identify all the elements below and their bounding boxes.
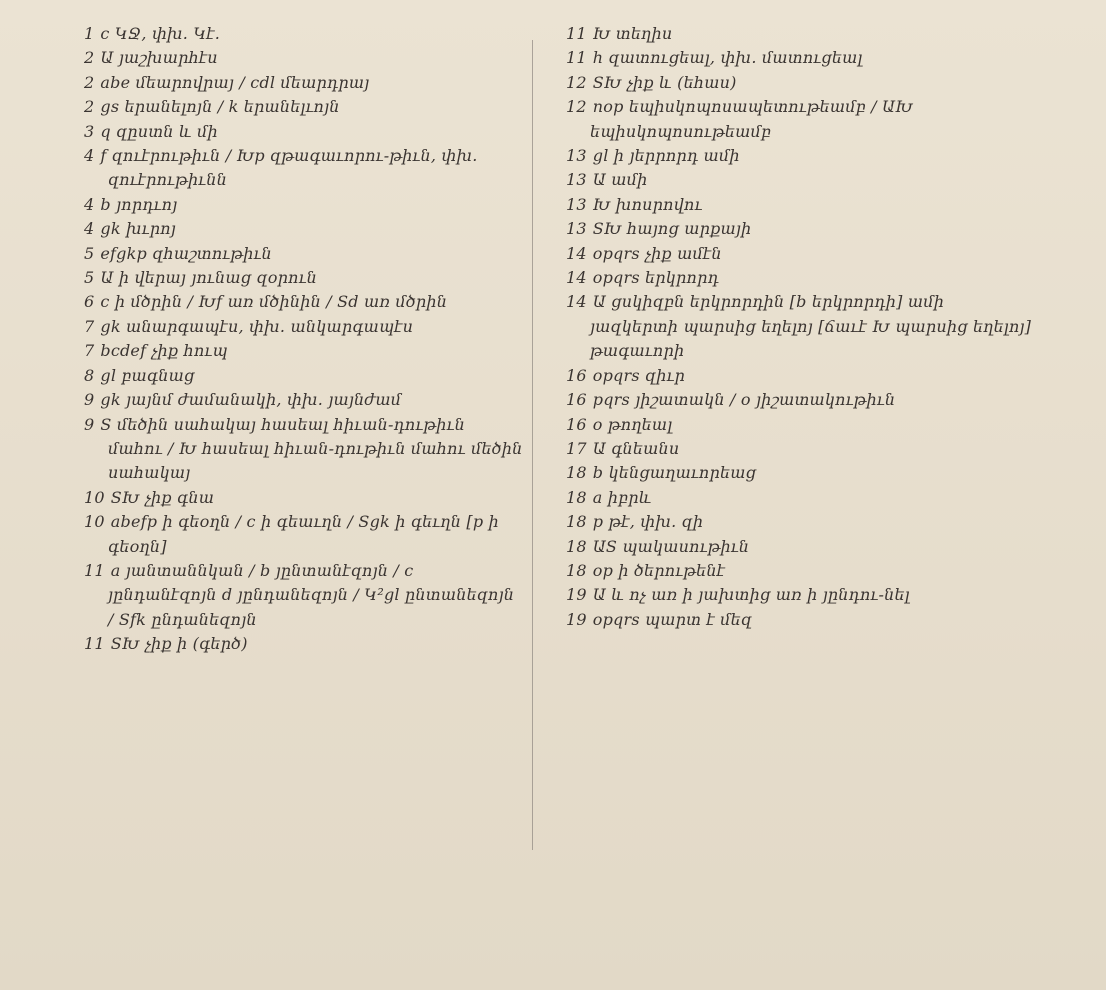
variant-reading: b յորդւոյ [100,194,178,214]
line-number: 4 [84,146,95,166]
variant-reading: Ա ցսկիզբն երկրորդին [b երկրորդի] ամի յազկերտի պարսից եղելոյ [ճաւէ Խ պարսից եղելոյ] թագաւորի [590,292,1032,361]
apparatus-entry [566,364,1036,388]
apparatus-entry [566,461,1036,485]
apparatus-entry [566,583,1036,607]
line-number: 7 [84,341,95,361]
line-number: 2 [84,97,95,117]
variant-reading: f զուէրութիւն / Խp զթագաւորու-թիւն, փխ. զուէրութիւնն [100,146,478,190]
variant-reading: S մեծին սահակայ հասեալ հիւան-դութիւն մահու / Խ հասեալ հիւան-դութիւն մահու մեծին սահակայ [100,414,523,483]
variant-reading: o թողեալ [592,414,673,434]
line-number: 18 [566,487,587,507]
apparatus-entry [84,388,524,412]
apparatus-entry [566,535,1036,559]
right-column [566,22,1036,632]
variant-reading: h զատուցեալ, փխ. մատուցեալ [592,48,863,68]
apparatus-entry [84,22,524,46]
line-number: 10 [84,487,105,507]
apparatus-entry [566,486,1036,510]
line-number: 1 [84,24,95,43]
line-number: 18 [566,512,587,532]
apparatus-entry [566,22,1036,46]
apparatus-entry [84,144,524,193]
line-number: 14 [566,268,587,288]
variant-reading: pqrs յիշատակն / o յիշատակութիւն [592,390,896,410]
variant-reading: gk խւրոյ [100,219,176,239]
line-number: 13 [566,146,587,166]
apparatus-entry [566,242,1036,266]
variant-reading: p թէ, փխ. զի [592,512,704,532]
variant-reading: Խ խոսրովու [592,194,703,214]
line-number: 7 [84,316,95,336]
line-number: 13 [566,194,587,214]
variant-reading: ԱS պակասութիւն [592,536,750,556]
line-number: 5 [84,243,95,263]
line-number: 11 [566,24,587,43]
line-number: 6 [84,292,95,312]
line-number: 2 [84,72,95,92]
variant-reading: b կենցաղաւորեաց [592,463,757,483]
line-number: 16 [566,365,587,385]
variant-reading: Ա ի վերայ յունաց զօրուն [100,268,318,288]
variant-reading: opqrs զիւր [592,365,686,385]
line-number: 11 [84,560,105,580]
left-column [84,22,524,657]
apparatus-entry [84,632,524,656]
variant-reading: Ա գնեանս [592,438,680,458]
variant-reading: a յանտաննկան / b յընտանէզոյն / c յընդանէզոյն d յընդանեզոյն / Կ²gl ընտանեզոյն / Sfk ընդանեզոյն [108,560,515,629]
apparatus-entry [84,193,524,217]
line-number: 5 [84,268,95,288]
variant-reading: opqrs չիք ամէն [592,243,722,263]
apparatus-entry [566,437,1036,461]
apparatus-entry [84,120,524,144]
apparatus-entry [566,71,1036,95]
variant-reading: Խ տեղիս [592,24,673,43]
apparatus-entry [84,486,524,510]
apparatus-entry [566,217,1036,241]
apparatus-entry [566,95,1036,144]
variant-reading: SԽ չիք և (եհաս) [592,72,737,92]
variant-reading: gk անարգապէս, փխ. անկարգապէս [100,316,414,336]
variant-reading: opqrs պարտ է մեզ [592,609,753,629]
apparatus-entry [566,388,1036,412]
apparatus-entry [566,46,1036,70]
line-number: 9 [84,390,95,410]
line-number: 13 [566,219,587,239]
line-number: 16 [566,390,587,410]
variant-reading: Ա ամի [592,170,648,190]
line-number: 13 [566,170,587,190]
apparatus-entry [84,290,524,314]
variant-reading: abefp ի գեօղն / c ի գեաւղն / Sgk ի գեւղն [p ի գեօղն] [108,512,499,556]
line-number: 19 [566,609,587,629]
variant-reading: a իբրև [592,487,652,507]
variant-reading: gs երանելոյն / k երանելւոյն [100,97,340,117]
variant-reading: opqrs երկրորդ [592,268,719,288]
apparatus-entry [84,339,524,363]
line-number: 16 [566,414,587,434]
apparatus-entry [566,144,1036,168]
line-number: 18 [566,560,587,580]
apparatus-entry [566,608,1036,632]
variant-reading: q զըստն և մի [100,121,218,141]
line-number: 8 [84,365,95,385]
apparatus-entry [84,46,524,70]
apparatus-entry [84,510,524,559]
column-divider [532,40,533,850]
variant-reading: efgkp զհաշտութիւն [100,243,272,263]
variant-reading: gl ի յերրորդ ամի [592,146,740,166]
line-number: 3 [84,121,95,141]
variant-reading: c ի մծրին / Խf առ մծինին / Sd առ մծրին [100,292,448,312]
line-number: 10 [84,512,105,532]
apparatus-entry [566,193,1036,217]
apparatus-entry [566,413,1036,437]
line-number: 17 [566,438,587,458]
apparatus-entry [84,217,524,241]
line-number: 11 [84,634,105,654]
variant-reading: gk յայնմ ժամանակի, փխ. յայնժամ [100,390,402,410]
line-number: 11 [566,48,587,68]
variant-reading: bcdef չիք հուպ [100,341,228,361]
apparatus-entry [84,71,524,95]
variant-reading: Ա և ոչ առ ի յախտից առ ի յընդու-նել [592,585,910,605]
apparatus-entry [566,510,1036,534]
variant-reading: op ի ծերութենէ [592,560,726,580]
apparatus-entry [566,290,1036,363]
variant-reading: nop եպիսկոպոսապետութեամբ / ԱԽ եպիսկոպոսութեամբ [590,97,913,141]
line-number: 4 [84,194,95,214]
line-number: 12 [566,72,587,92]
variant-reading: Ա յաշխարհէս [100,48,218,68]
variant-reading: gl բագնաց [100,365,195,385]
line-number: 14 [566,292,587,312]
apparatus-entry [84,413,524,486]
apparatus-entry [84,364,524,388]
apparatus-entry [566,168,1036,192]
variant-reading: abe մեարովրայ / cdl մեարդրայ [100,72,370,92]
apparatus-entry [84,315,524,339]
apparatus-entry [84,266,524,290]
variant-reading: SԽ չիք ի (գերծ) [110,634,248,654]
apparatus-entry [84,95,524,119]
line-number: 14 [566,243,587,263]
line-number: 12 [566,97,587,117]
line-number: 19 [566,585,587,605]
line-number: 18 [566,536,587,556]
apparatus-entry [566,559,1036,583]
variant-reading: SԽ հայոց արքայի [592,219,752,239]
line-number: 9 [84,414,95,434]
line-number: 4 [84,219,95,239]
line-number: 2 [84,48,95,68]
variant-reading: c ԿՋ, փխ. Կէ. [100,24,221,43]
variant-reading: SԽ չիք գնա [110,487,215,507]
apparatus-entry [84,242,524,266]
apparatus-entry [566,266,1036,290]
apparatus-entry [84,559,524,632]
line-number: 18 [566,463,587,483]
